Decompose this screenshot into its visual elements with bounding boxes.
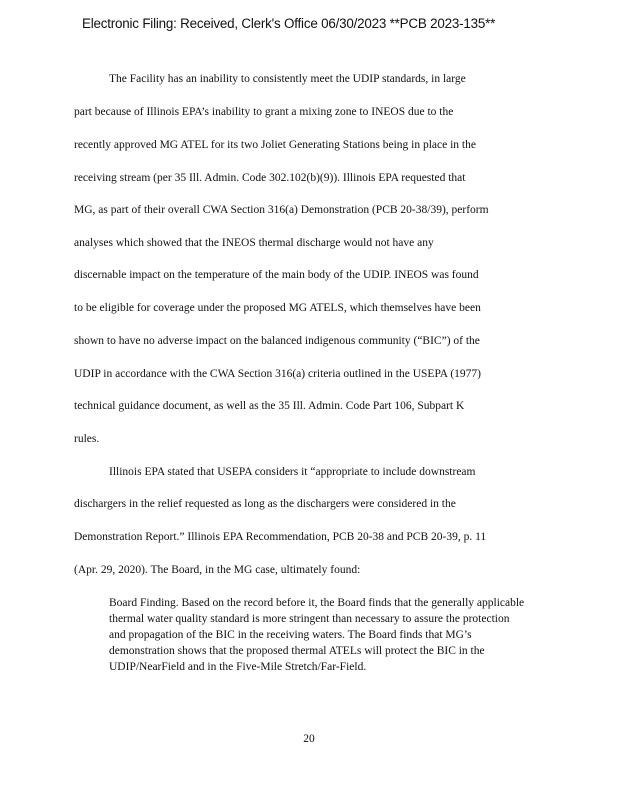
quote-line: Board Finding. Based on the record before it, the Board finds that the generally applicable [109, 597, 525, 609]
paragraph-line: discernable impact on the temperature of the main body of the UDIP. INEOS was found [74, 269, 479, 281]
paragraph-line: rules. [74, 433, 100, 445]
page-number: 20 [303, 733, 315, 745]
paragraph-line: dischargers in the relief requested as long as the dischargers were considered in the [74, 498, 456, 510]
filing-stamp: Electronic Filing: Received, Clerk's Office 06/30/2023 **PCB 2023-135** [82, 16, 496, 31]
quote-line: demonstration shows that the proposed thermal ATELs will protect the BIC in the [109, 645, 485, 657]
paragraph-line: part because of Illinois EPA’s inability to grant a mixing zone to INEOS due to the [74, 106, 454, 118]
paragraph-line: recently approved MG ATEL for its two Joliet Generating Stations being in place in the [74, 139, 476, 151]
paragraph-line: receiving stream (per 35 Ill. Admin. Code 302.102(b)(9)). Illinois EPA requested that [74, 172, 466, 184]
paragraph-line: The Facility has an inability to consistently meet the UDIP standards, in large [109, 73, 466, 85]
paragraph-line: technical guidance document, as well as the 35 Ill. Admin. Code Part 106, Subpart K [74, 400, 465, 412]
paragraph-line: UDIP in accordance with the CWA Section 316(a) criteria outlined in the USEPA (1977) [74, 368, 481, 380]
paragraph-line: Illinois EPA stated that USEPA considers it “appropriate to include downstream [109, 466, 476, 478]
quote-line: and propagation of the BIC in the receiving waters. The Board finds that MG’s [109, 629, 472, 641]
paragraph-line: Demonstration Report.” Illinois EPA Recommendation, PCB 20-38 and PCB 20-39, p. 11 [74, 531, 487, 543]
paragraph-line: shown to have no adverse impact on the balanced indigenous community (“BIC”) of the [74, 335, 480, 347]
paragraph-line: to be eligible for coverage under the proposed MG ATELS, which themselves have been [74, 302, 481, 314]
quote-line: thermal water quality standard is more stringent than necessary to assure the protection [109, 613, 510, 625]
paragraph-line: analyses which showed that the INEOS thermal discharge would not have any [74, 237, 434, 249]
quote-line: UDIP/NearField and in the Five-Mile Stretch/Far-Field. [109, 661, 367, 673]
paragraph-line: MG, as part of their overall CWA Section 316(a) Demonstration (PCB 20-38/39), perform [74, 204, 489, 216]
paragraph-line: (Apr. 29, 2020). The Board, in the MG case, ultimately found: [74, 564, 361, 576]
